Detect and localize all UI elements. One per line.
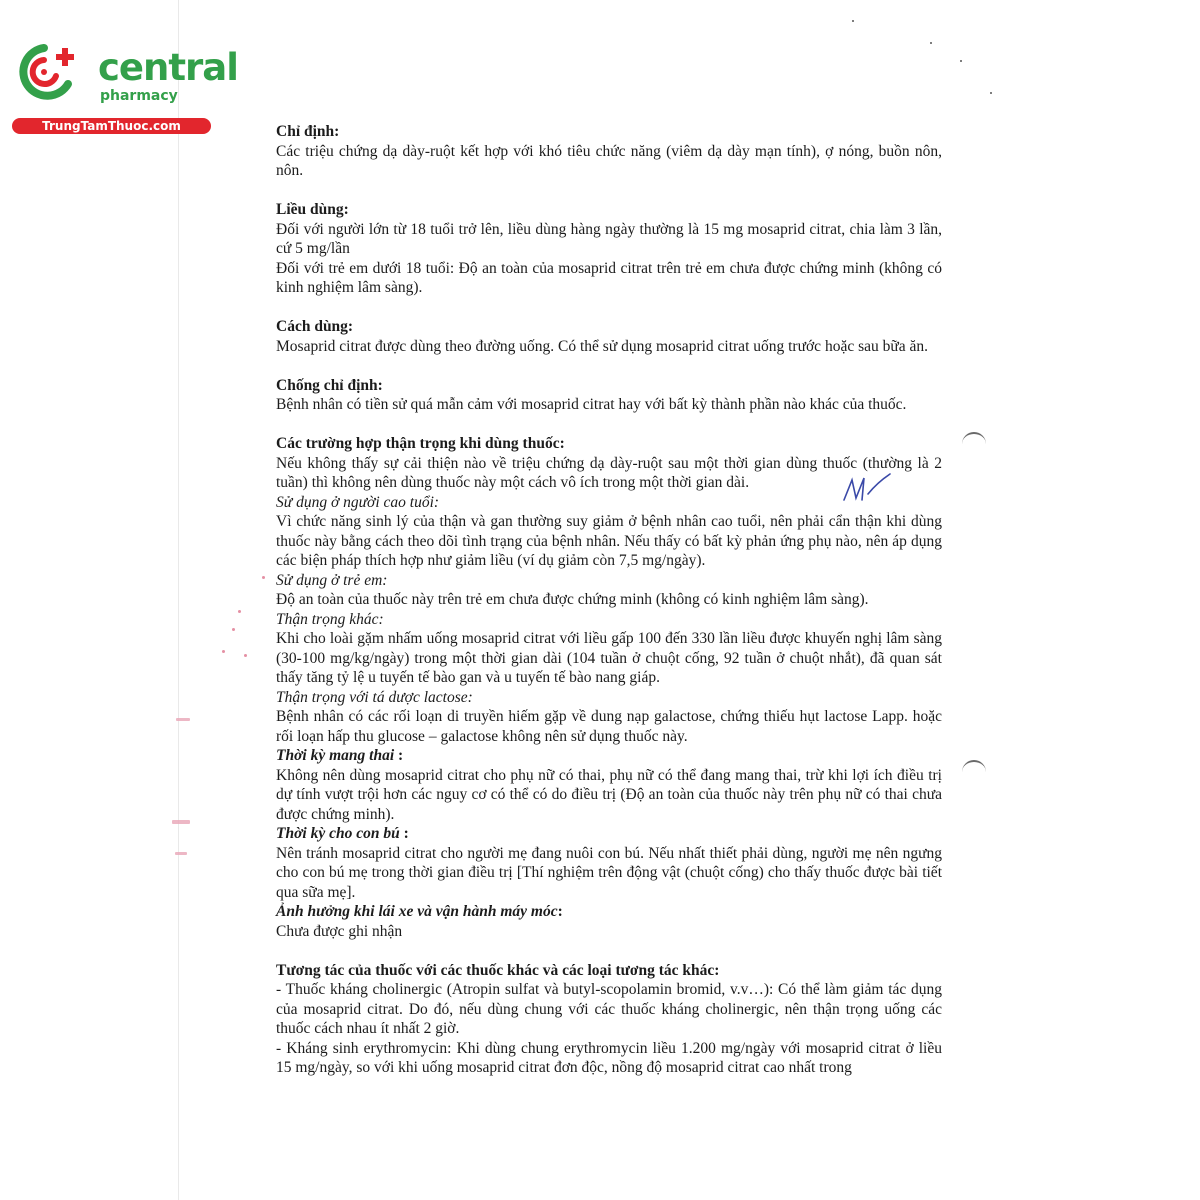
section-heading: Chỉ định:: [276, 123, 340, 140]
section-contraindications: [276, 376, 942, 415]
heading-driving-title: Ảnh hưởng khi lái xe và vận hành máy móc: [276, 903, 558, 920]
subheading-other: Thận trọng khác:: [276, 610, 384, 628]
stamp-residue: [244, 654, 247, 657]
paragraph-elderly: Vì chức năng sinh lý của thận và gan thường suy giảm ở bệnh nhân cao tuổi, nên phải cẩn thận khi dùng thuốc này bằng cách theo dõi tình trạng của bệnh nhân. Nếu thấy có bất kỳ phản ứng phụ nào, nên áp dụng các biện pháp thích hợp như giảm liều (ví dụ giảm còn 7,5 mg/ngày).: [276, 513, 942, 569]
section-dosage: [276, 200, 942, 298]
paragraph-children: Độ an toàn của thuốc này trên trẻ em chưa được chứng minh (không có kinh nghiệm lâm sàng).: [276, 591, 869, 608]
central-pharmacy-logo-icon: [10, 38, 90, 108]
section-precautions: [276, 434, 942, 941]
paragraph-other: Khi cho loài gặm nhấm uống mosaprid citrat với liều gấp 100 đến 330 lần liều được khuyến nghị lâm sàng (30-100 mg/kg/ngày) trong một thời gian dài (104 tuần ở chuột cống, 92 tuần ở chuột nhắt), đã quan sát thấy tăng tỷ lệ u tuyến tế bào gan và u tuyến tế bào nang giáp.: [276, 630, 942, 686]
section-paragraph: Đối với trẻ em dưới 18 tuổi: Độ an toàn của mosaprid citrat trên trẻ em chưa được chứng minh (không có kinh nghiệm lâm sàng).: [276, 259, 942, 296]
brand-url[interactable]: TrungTamThuoc.com: [12, 118, 211, 134]
section-heading: Liều dùng:: [276, 201, 349, 218]
heading-pregnancy-title: Thời kỳ mang thai: [276, 747, 395, 764]
precautions-intro: Nếu không thấy sự cải thiện nào về triệu chứng dạ dày-ruột sau một thời gian dùng thuốc (thường là 2 tuần) thì không nên dùng thuốc này một cách vô ích trong một thời gian dài.: [276, 454, 942, 491]
subheading-lactose: Thận trọng với tá dược lactose:: [276, 688, 473, 706]
subheading-elderly: Sử dụng ở người cao tuổi:: [276, 493, 440, 511]
paragraph-pregnancy: Không nên dùng mosaprid citrat cho phụ nữ có thai, phụ nữ có thể đang mang thai, trừ khi lợi ích điều trị dự tính vượt trội hơn các nguy cơ có thể có do điều trị (Độ an toàn của thuốc này trên phụ nữ có thai chưa được chứng minh).: [276, 766, 942, 823]
stamp-residue: [238, 610, 241, 613]
section-paragraph: Mosaprid citrat được dùng theo đường uống. Có thể sử dụng mosaprid citrat uống trước hoặc sau bữa ăn.: [276, 337, 929, 355]
heading-colon: :: [557, 903, 563, 920]
interaction-item: - Thuốc kháng cholinergic (Atropin sulfat và butyl-scopolamin bromid, v.v…): Có thể làm giảm tác dụng của mosaprid citrat. Do đó, nếu dùng chung với các thuốc kháng cholinergic, nên thận trọng uống các thuốc cách nhau ít nhất 2 giờ.: [276, 981, 942, 1037]
scan-speck: [990, 92, 992, 94]
stamp-residue: [262, 576, 265, 579]
paragraph-driving: Chưa được ghi nhận: [276, 922, 403, 940]
punch-hole: [962, 432, 986, 448]
brand-logo[interactable]: [10, 38, 238, 138]
section-administration: [276, 317, 942, 356]
section-interactions: [276, 961, 942, 1078]
section-indications: [276, 122, 942, 181]
stamp-residue: [176, 718, 190, 721]
left-margin: [0, 0, 179, 1200]
section-paragraph: Bệnh nhân có tiền sử quá mẫn cảm với mosaprid citrat hay với bất kỳ thành phần nào khác của thuốc.: [276, 396, 907, 413]
section-heading: Các trường hợp thận trọng khi dùng thuốc:: [276, 435, 565, 452]
heading-colon: :: [394, 747, 404, 764]
scan-speck: [930, 42, 932, 44]
punch-hole: [962, 760, 986, 776]
document-body: [276, 122, 942, 1078]
heading-colon: :: [399, 825, 409, 842]
paragraph-lactose: Bệnh nhân có các rối loạn di truyền hiếm gặp về dung nạp galactose, chứng thiếu hụt lactose Lapp. hoặc rối loạn hấp thu glucose – galactose không nên sử dụng thuốc này.: [276, 708, 942, 745]
stamp-residue: [175, 852, 187, 855]
heading-driving: [276, 902, 942, 922]
section-heading: Cách dùng:: [276, 318, 354, 335]
section-paragraph: Đối với người lớn từ 18 tuổi trở lên, liều dùng hàng ngày thường là 15 mg mosaprid citrat, chia làm 3 lần, cứ 5 mg/lần: [276, 220, 942, 257]
scan-speck: [960, 60, 962, 62]
stamp-residue: [222, 650, 225, 653]
section-paragraph: Các triệu chứng dạ dày-ruột kết hợp với khó tiêu chức năng (viêm dạ dày mạn tính), ợ nóng, buồn nôn, nôn.: [276, 142, 942, 179]
section-heading: Chống chỉ định:: [276, 376, 383, 394]
paragraph-breastfeeding: Nên tránh mosaprid citrat cho người mẹ đang nuôi con bú. Nếu nhất thiết phải dùng, người mẹ nên ngưng cho con bú mẹ trong thời gian điều trị [Thí nghiệm trên động vật (chuột cống) cho thấy thuốc được bài tiết qua sữa mẹ].: [276, 844, 942, 901]
heading-breastfeeding: [276, 824, 942, 844]
stamp-residue: [172, 820, 190, 824]
scan-speck: [852, 20, 854, 22]
interaction-item: - Kháng sinh erythromycin: Khi dùng chung erythromycin liều 1.200 mg/ngày với mosaprid citrat ở liều 15 mg/ngày, so với khi uống mosaprid citrat đơn độc, nồng độ mosaprid citrat cao nhất trong: [276, 1039, 942, 1076]
brand-tagline: pharmacy: [100, 88, 178, 104]
stamp-residue: [232, 628, 235, 631]
brand-name: central: [98, 46, 238, 89]
section-heading: Tương tác của thuốc với các thuốc khác và các loại tương tác khác:: [276, 961, 720, 979]
heading-pregnancy: [276, 746, 942, 766]
subheading-children: Sử dụng ở trẻ em:: [276, 571, 388, 589]
heading-breastfeeding-title: Thời kỳ cho con bú: [276, 825, 400, 842]
